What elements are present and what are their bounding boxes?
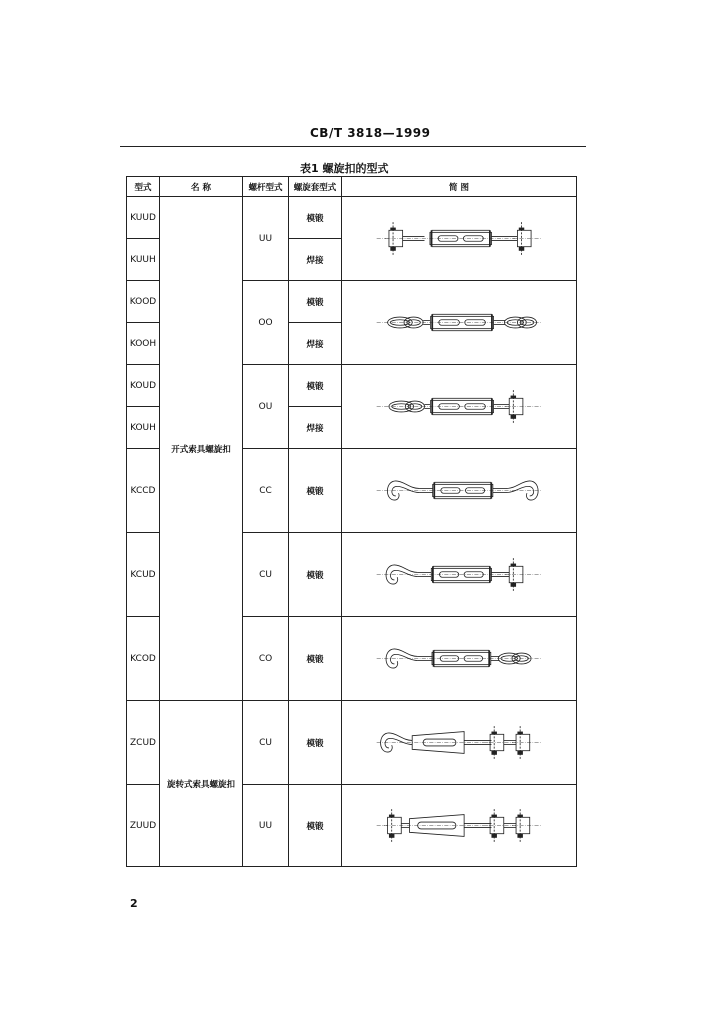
turnbuckle-ou-drawing (342, 386, 576, 427)
diagram-cc (342, 449, 577, 533)
header-name: 名 称 (160, 177, 243, 197)
sleeve-type: 焊接 (289, 407, 342, 449)
rod-type: UU (243, 197, 289, 281)
header-type: 型式 (127, 177, 160, 197)
type-code: KCOD (127, 617, 160, 701)
table-row (127, 701, 577, 785)
diagram-cu (342, 533, 577, 617)
sleeve-type: 模锻 (289, 785, 342, 867)
rod-type: UU (243, 785, 289, 867)
type-code: KCCD (127, 449, 160, 533)
rod-type: CU (243, 533, 289, 617)
type-code: KOUD (127, 365, 160, 407)
swivel-uu-drawing (342, 805, 576, 846)
sleeve-type: 模锻 (289, 365, 342, 407)
rod-type: OO (243, 281, 289, 365)
header-rule (120, 146, 586, 147)
table-caption: 表1 螺旋扣的型式 (300, 162, 389, 175)
type-code: ZCUD (127, 701, 160, 785)
rod-type: CU (243, 701, 289, 785)
type-code: KOOH (127, 323, 160, 365)
turnbuckle-uu-drawing (342, 218, 576, 259)
header-diagram: 简 图 (342, 177, 577, 197)
type-code: KUUD (127, 197, 160, 239)
swivel-cu-drawing (342, 722, 576, 763)
diagram-oo (342, 281, 577, 365)
name-cell: 旋转式索具螺旋扣 (160, 701, 243, 867)
standard-code: CB/T 3818—1999 (310, 126, 431, 140)
diagram-ou (342, 365, 577, 449)
header-rod: 螺杆型式 (243, 177, 289, 197)
turnbuckle-types-table (126, 176, 577, 867)
page-number: 2 (130, 897, 138, 910)
name-cell: 开式索具螺旋扣 (160, 197, 243, 701)
table-header-row (127, 177, 577, 197)
type-code: KCUD (127, 533, 160, 617)
sleeve-type: 模锻 (289, 533, 342, 617)
header-sleeve: 螺旋套型式 (289, 177, 342, 197)
type-code: KOOD (127, 281, 160, 323)
turnbuckle-cc-drawing (342, 470, 576, 511)
sleeve-type: 模锻 (289, 449, 342, 533)
type-code: KUUH (127, 239, 160, 281)
rod-type: CO (243, 617, 289, 701)
turnbuckle-cu-drawing (342, 554, 576, 595)
diagram-swivel-cu (342, 701, 577, 785)
sleeve-type: 模锻 (289, 617, 342, 701)
sleeve-type: 焊接 (289, 323, 342, 365)
sleeve-type: 模锻 (289, 197, 342, 239)
type-code: ZUUD (127, 785, 160, 867)
sleeve-type: 模锻 (289, 701, 342, 785)
diagram-uu (342, 197, 577, 281)
rod-type: OU (243, 365, 289, 449)
rod-type: CC (243, 449, 289, 533)
table-row (127, 197, 577, 239)
turnbuckle-co-drawing (342, 638, 576, 679)
sleeve-type: 模锻 (289, 281, 342, 323)
type-code: KOUH (127, 407, 160, 449)
diagram-swivel-uu (342, 785, 577, 867)
turnbuckle-oo-drawing (342, 302, 576, 343)
diagram-co (342, 617, 577, 701)
sleeve-type: 焊接 (289, 239, 342, 281)
